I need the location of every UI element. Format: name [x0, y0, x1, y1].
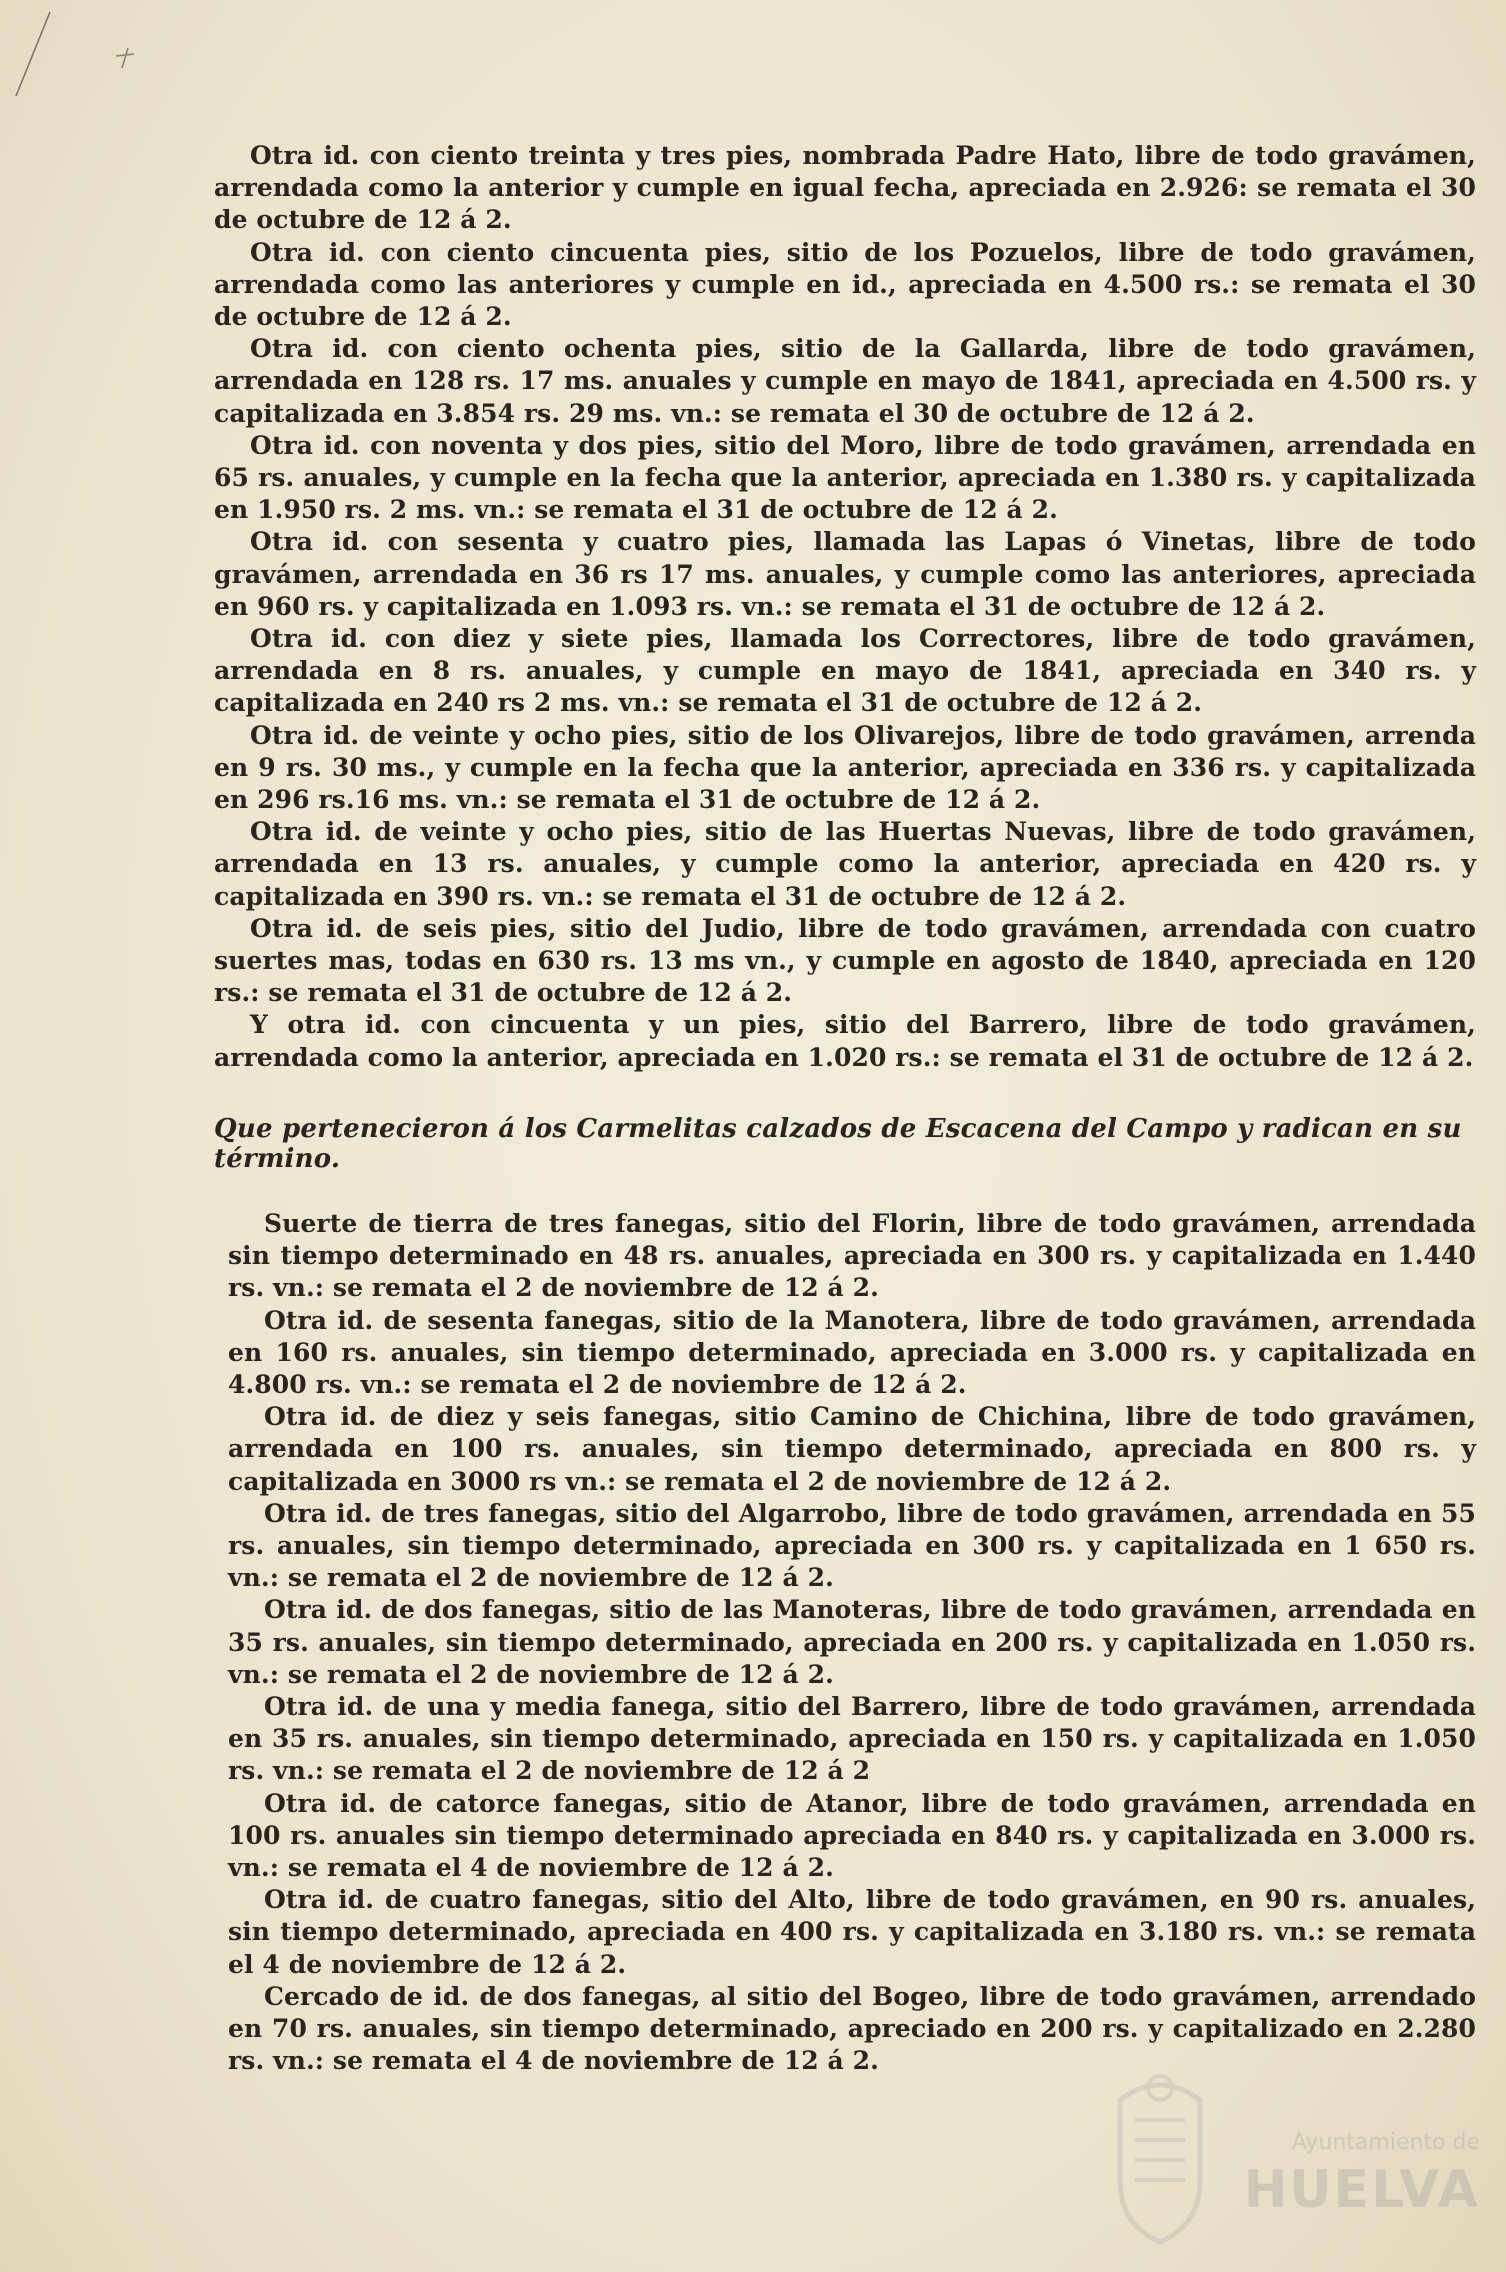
entry-paragraph: Suerte de tierra de tres fanegas, sitio del Florin, libre de todo gravámen, arrendada sin tiempo determinado en 48 rs. anuales, apreciada en 300 rs. y capitalizada en 1.440 rs. vn.: se remata el 2 de noviembre de 12 á 2. — [228, 1208, 1476, 1303]
watermark-label: Ayuntamiento de — [1291, 2130, 1480, 2155]
document-body — [214, 140, 1476, 2077]
entry-paragraph: Otra id. con ciento treinta y tres pies, nombrada Padre Hato, libre de todo gravámen, arrendada como la anterior y cumple en igual fecha, apreciada en 2.926: se remata el 30 de octubre de 12 á 2. — [214, 141, 1476, 235]
entry-paragraph: Otra id. con diez y siete pies, llamada los Correctores, libre de todo gravámen, arrendada en 8 rs. anuales, y cumple en mayo de 1841, apreciada en 340 rs. y capitalizada en 240 rs 2 ms. vn.: se remata el 31 de octubre de 12 á 2. — [214, 624, 1476, 718]
entry-paragraph: Otra id. de seis pies, sitio del Judio, libre de todo gravámen, arrendada con cuatro suertes mas, todas en 630 rs. 13 ms vn., y cumple en agosto de 1840, apreciada en 120 rs.: se remata el 31 de octubre de 12 á 2. — [214, 913, 1476, 1008]
entry-paragraph: Otra id. de tres fanegas, sitio del Algarrobo, libre de todo gravámen, arrendada en 55 rs. anuales, sin tiempo determinado, apreciada en 300 rs. y capitalizada en 1 650 rs. vn.: se remata el 2 de noviembre de 12 á 2. — [228, 1498, 1476, 1593]
entry-paragraph: Otra id. de una y media fanega, sitio del Barrero, libre de todo gravámen, arrendada en 35 rs. anuales, sin tiempo determinado, apreciada en 150 rs. y capitalizada en 1.050 rs. vn.: se remata el 2 de noviembre de 12 á 2 — [228, 1691, 1476, 1786]
section-properties-part1 — [214, 140, 1476, 1074]
entry-paragraph: Otra id. de sesenta fanegas, sitio de la Manotera, libre de todo gravámen, arrendada en 160 rs. anuales, sin tiempo determinado, apreciada en 3.000 rs. y capitalizada en 4.800 rs. vn.: se remata el 2 de noviembre de 12 á 2. — [228, 1305, 1476, 1399]
entry-paragraph: Otra id. de catorce fanegas, sitio de Atanor, libre de todo gravámen, arrendada en 100 rs. anuales sin tiempo determinado apreciada en 840 rs. y capitalizada en 3.000 rs. vn.: se remata el 4 de noviembre de 12 á 2. — [228, 1788, 1476, 1882]
entry-paragraph: Otra id. con noventa y dos pies, sitio del Moro, libre de todo gravámen, arrendada en 65 rs. anuales, y cumple en la fecha que la anterior, apreciada en 1.380 rs. y capitalizada en 1.950 rs. 2 ms. vn.: se remata el 31 de octubre de 12 á 2. — [214, 430, 1476, 525]
entry-paragraph: Otra id. con ciento cincuenta pies, sitio de los Pozuelos, libre de todo gravámen, arrendada como las anteriores y cumple en id., apreciada en 4.500 rs.: se remata el 30 de octubre de 12 á 2. — [214, 237, 1476, 332]
entry-paragraph: Cercado de id. de dos fanegas, al sitio del Bogeo, libre de todo gravámen, arrendado en 70 rs. anuales, sin tiempo determinado, apreciado en 200 rs. y capitalizado en 2.280 rs. vn.: se remata el 4 de noviembre de 12 á 2. — [228, 1981, 1476, 2076]
entry-paragraph: Y otra id. con cincuenta y un pies, sitio del Barrero, libre de todo gravámen, arrendada como la anterior, apreciada en 1.020 rs.: se remata el 31 de octubre de 12 á 2. — [214, 1010, 1476, 1072]
entry-paragraph: Otra id. de dos fanegas, sitio de las Manoteras, libre de todo gravámen, arrendada en 35 rs. anuales, sin tiempo determinado, apreciada en 200 rs. y capitalizada en 1.050 rs. vn.: se remata el 2 de noviembre de 12 á 2. — [228, 1595, 1476, 1689]
pencil-mark — [10, 8, 150, 98]
entry-paragraph: Otra id. con sesenta y cuatro pies, llamada las Lapas ó Vinetas, libre de todo gravámen, arrendada en 36 rs 17 ms. anuales, y cumple como las anteriores, apreciada en 960 rs. y capitalizada en 1.093 rs. vn.: se remata el 31 de octubre de 12 á 2. — [214, 527, 1476, 621]
section-carmelitas-properties — [214, 1208, 1476, 2077]
coat-of-arms-icon — [1090, 2060, 1230, 2250]
watermark-city: HUELVA — [1243, 2160, 1480, 2220]
entry-paragraph: Otra id. con ciento ochenta pies, sitio de la Gallarda, libre de todo gravámen, arrendada en 128 rs. 17 ms. anuales y cumple en mayo de 1841, apreciada en 4.500 rs. y capitalizada en 3.854 rs. 29 ms. vn.: se remata el 30 de octubre de 12 á 2. — [214, 334, 1476, 428]
entry-paragraph: Otra id. de veinte y ocho pies, sitio de las Huertas Nuevas, libre de todo gravámen, arrendada en 13 rs. anuales, y cumple como la anterior, apreciada en 420 rs. y capitalizada en 390 rs. vn.: se remata el 31 de octubre de 12 á 2. — [214, 817, 1476, 911]
archive-watermark — [1090, 2060, 1480, 2260]
entry-paragraph: Otra id. de cuatro fanegas, sitio del Alto, libre de todo gravámen, en 90 rs. anuales, sin tiempo determinado, apreciada en 400 rs. y capitalizada en 3.180 rs. vn.: se remata el 4 de noviembre de 12 á 2. — [228, 1885, 1476, 1979]
section-heading: Que pertenecieron á los Carmelitas calzados de Escacena del Campo y radican en su término. — [214, 1113, 1462, 1174]
entry-paragraph: Otra id. de diez y seis fanegas, sitio Camino de Chichina, libre de todo gravámen, arrendada en 100 rs. anuales, sin tiempo determinado, apreciada en 800 rs. y capitalizada en 3000 rs vn.: se remata el 2 de noviembre de 12 á 2. — [228, 1402, 1476, 1496]
entry-paragraph: Otra id. de veinte y ocho pies, sitio de los Olivarejos, libre de todo gravámen, arrenda en 9 rs. 30 ms., y cumple en la fecha que la anterior, apreciada en 336 rs. y capitalizada en 296 rs.16 ms. vn.: se remata el 31 de octubre de 12 á 2. — [214, 720, 1476, 815]
